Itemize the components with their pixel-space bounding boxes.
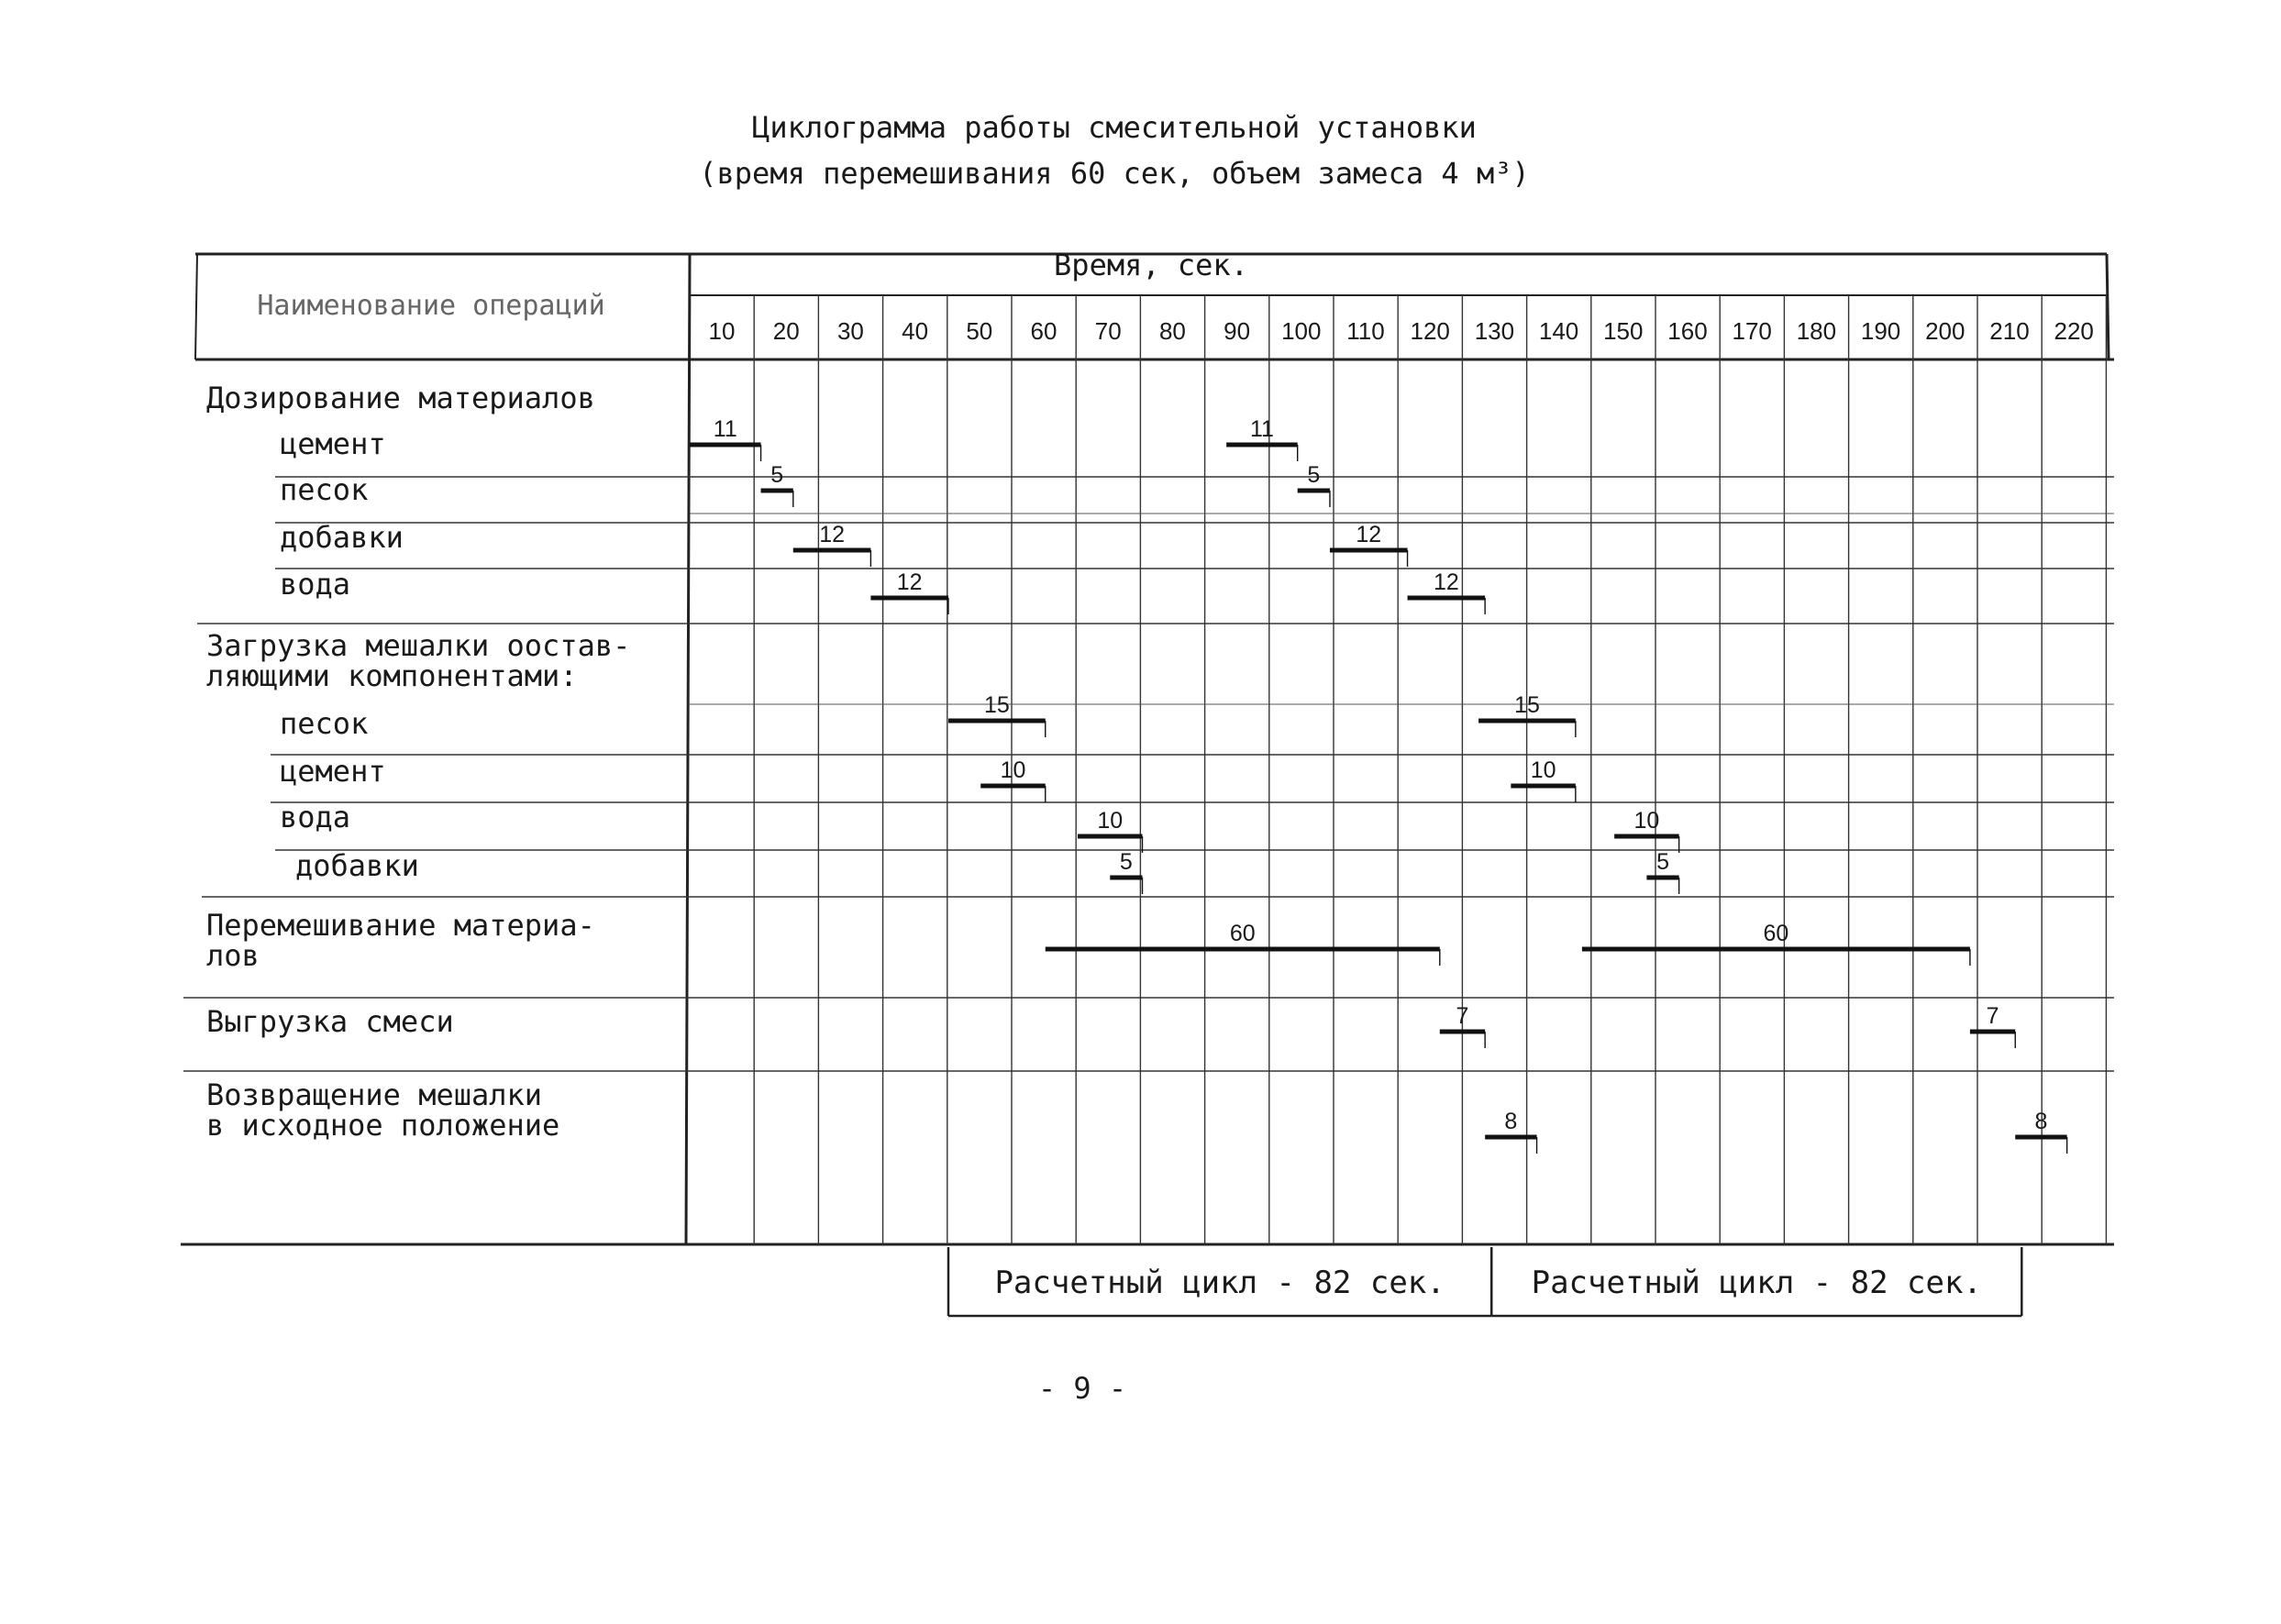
gantt-bar-duration-label: 12 <box>819 522 846 547</box>
operation-row-label: вода <box>280 567 351 602</box>
operation-row-label: песок <box>280 472 369 507</box>
time-tick-labels <box>709 317 2094 345</box>
time-tick-label: 60 <box>1030 317 1057 345</box>
time-tick-label: 50 <box>966 317 993 345</box>
time-tick-label: 190 <box>1860 317 1901 345</box>
time-tick-label: 20 <box>772 317 800 345</box>
gantt-bar-duration-label: 7 <box>1456 1003 1469 1029</box>
gantt-bar-duration-label: 5 <box>1656 849 1669 875</box>
operation-group-label: ляющими компонентами: <box>206 658 578 693</box>
gantt-bar-duration-label: 5 <box>1307 462 1321 488</box>
operation-group-label: в исходное положение <box>206 1108 560 1143</box>
operation-group-label: Дозирование материалов <box>206 381 595 415</box>
operation-row-label: цемент <box>280 754 386 789</box>
cycle-label: Расчетный цикл - 82 сек. <box>1531 1265 1982 1301</box>
operation-row-label: песок <box>280 706 369 741</box>
time-tick-label: 90 <box>1224 317 1251 345</box>
gantt-bar-duration-label: 12 <box>1433 569 1459 595</box>
operation-row-label: добавки <box>280 520 404 555</box>
time-tick-label: 160 <box>1667 317 1708 345</box>
gantt-bar-duration-label: 60 <box>1763 921 1789 946</box>
gantt-bar-duration-label: 15 <box>983 692 1010 718</box>
gantt-bar-duration-label: 7 <box>1986 1003 1999 1029</box>
right-header-border <box>2107 254 2109 359</box>
operations-header: Наименование операций <box>257 290 605 322</box>
operation-row-label: цемент <box>280 426 386 461</box>
cycle-label: Расчетный цикл - 82 сек. <box>994 1265 1445 1301</box>
time-tick-label: 140 <box>1538 317 1579 345</box>
operation-group-label: Загрузка мешалки оостав- <box>206 628 631 663</box>
operation-row-label: добавки <box>295 848 419 883</box>
time-tick-label: 220 <box>2054 317 2094 345</box>
operations-column-border <box>686 254 690 1244</box>
time-tick-label: 80 <box>1158 317 1186 345</box>
title-line-2: (время перемешивания 60 сек, объем замеса 4 м³) <box>699 156 1530 191</box>
operation-labels <box>206 381 630 1143</box>
gantt-bar-duration-label: 10 <box>1530 757 1556 783</box>
left-header-border <box>195 254 197 359</box>
time-tick-label: 210 <box>1989 317 2030 345</box>
gantt-bar-duration-label: 10 <box>1633 808 1660 834</box>
gantt-bar-duration-label: 11 <box>1249 416 1274 442</box>
gantt-bar-duration-label: 8 <box>2034 1109 2048 1134</box>
operation-group-label: Выгрузка смеси <box>206 1004 454 1039</box>
gantt-bar-duration-label: 60 <box>1229 921 1256 946</box>
gantt-bar-duration-label: 8 <box>1504 1109 1518 1134</box>
time-tick-label: 110 <box>1346 317 1385 345</box>
time-header: Время, сек. <box>1054 248 1248 282</box>
time-tick-label: 100 <box>1281 317 1322 345</box>
gantt-bar-duration-label: 5 <box>1119 849 1133 875</box>
calculated-cycles <box>948 1247 2021 1316</box>
time-tick-label: 40 <box>902 317 929 345</box>
gantt-bars <box>690 416 2067 1154</box>
time-tick-label: 170 <box>1732 317 1772 345</box>
gantt-bar-duration-label: 15 <box>1514 692 1540 718</box>
gantt-bar-duration-label: 12 <box>1356 522 1382 547</box>
time-tick-label: 120 <box>1410 317 1450 345</box>
time-tick-label: 130 <box>1474 317 1515 345</box>
time-tick-label: 200 <box>1925 317 1965 345</box>
gantt-bar-duration-label: 11 <box>713 416 737 442</box>
gantt-bar-duration-label: 10 <box>1000 757 1026 783</box>
time-tick-label: 30 <box>836 317 864 345</box>
page-number: - 9 - <box>1037 1371 1127 1406</box>
operation-group-label: лов <box>206 938 260 973</box>
gantt-bar-duration-label: 12 <box>896 569 923 595</box>
gantt-bar-duration-label: 5 <box>770 462 784 488</box>
title-line-1: Циклограмма работы смесительной установки <box>752 110 1477 145</box>
operation-group-label: Перемешивание материа- <box>206 908 595 943</box>
gantt-bar-duration-label: 10 <box>1097 808 1124 834</box>
time-tick-label: 70 <box>1094 317 1122 345</box>
operation-row-label: вода <box>280 800 351 834</box>
time-tick-label: 180 <box>1796 317 1837 345</box>
time-tick-label: 150 <box>1603 317 1644 345</box>
operation-group-label: Возвращение мешалки <box>206 1077 543 1112</box>
time-tick-label: 10 <box>708 317 736 345</box>
